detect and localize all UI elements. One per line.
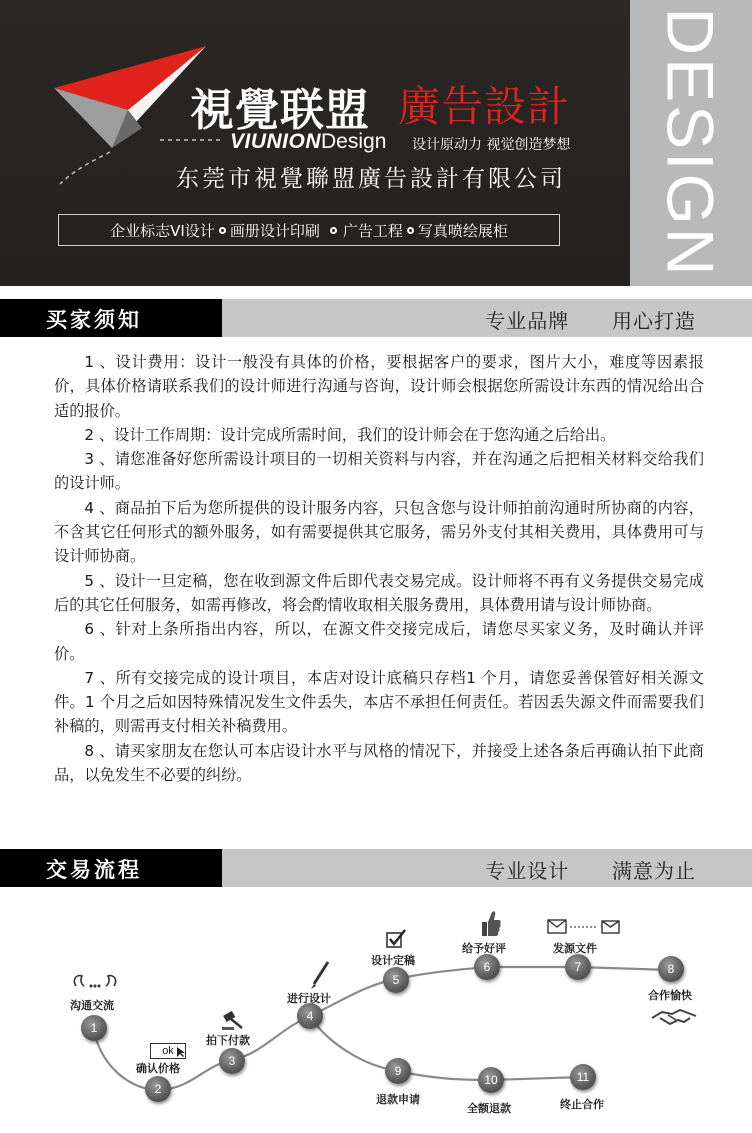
header-banner bbox=[0, 0, 752, 286]
step-9-label: 退款申请 bbox=[376, 1093, 420, 1106]
flow-title: 交易流程 bbox=[46, 858, 142, 882]
step-3-label: 拍下付款 bbox=[206, 1034, 250, 1047]
trade-flow-diagram bbox=[0, 890, 752, 1133]
step-10-circle: 10 bbox=[478, 1067, 504, 1093]
service-item: 画册设计印刷 bbox=[229, 221, 320, 240]
notice-item: 1 、设计费用：设计一般没有具体的价格，要根据客户的要求，图片大小，难度等因素报价，具体价格请联系我们的设计师进行沟通与咨询，设计师会根据您所需设计东西的情况给出合适的报价。 bbox=[54, 353, 704, 420]
checkbox-icon bbox=[385, 928, 407, 950]
notice-item: 2 、设计工作周期：设计完成所需时间，我们的设计师会在于您沟通之后给出。 bbox=[84, 425, 616, 444]
step-10-label: 全额退款 bbox=[467, 1102, 511, 1115]
step-7-label: 发源文件 bbox=[553, 942, 597, 955]
logo-chinese-name: 視覺联盟 bbox=[190, 85, 370, 136]
notice-text bbox=[54, 350, 704, 787]
pen-icon bbox=[308, 960, 332, 990]
step-11-label: 终止合作 bbox=[560, 1098, 604, 1111]
logo-en-bold: VIUNION bbox=[230, 130, 322, 153]
step-4-label: 进行设计 bbox=[287, 992, 331, 1005]
notice-item: 6 、针对上条所指出内容，所以，在源文件交接完成后，请您尽买家义务，及时确认并评价。 bbox=[54, 620, 704, 663]
step-1-circle: 1 bbox=[81, 1015, 107, 1041]
step-11-circle: 11 bbox=[570, 1064, 596, 1090]
bullet-dot-icon bbox=[219, 227, 226, 234]
step-7-circle: 7 bbox=[565, 954, 591, 980]
thumbs-up-icon bbox=[478, 908, 502, 938]
company-name: 东莞市視覺聯盟廣告設計有限公司 bbox=[176, 166, 566, 192]
notice-slogan: 专业品牌 用心打造 bbox=[485, 309, 696, 333]
bullet-dot-icon bbox=[407, 227, 414, 234]
step-4-circle: 4 bbox=[297, 1003, 323, 1029]
service-item: 广告工程 bbox=[342, 221, 403, 240]
cursor-arrow-icon bbox=[176, 1046, 186, 1058]
notice-item: 5 、设计一旦定稿，您在收到源文件后即代表交易完成。设计师将不再有义务提供交易完成后的其它任何服务，如需再修改，将会酌情收取相关服务费用，具体费用请与设计师协商。 bbox=[54, 571, 704, 614]
chat-bubbles-icon bbox=[72, 972, 118, 994]
notice-item: 7 、所有交接完成的设计项目，本店对设计底稿只存档1 个月，请您妥善保管好相关源文件。1 个月之后如因特殊情况发生文件丢失，本店不承担任何责任。若因丢失源文件而需要我们补稿的，则需再支付相关补稿费用。 bbox=[54, 668, 704, 736]
flow-slogan: 专业设计 满意为止 bbox=[485, 859, 696, 883]
design-vertical-word: DESIGN bbox=[654, 7, 729, 279]
notice-item: 3 、请您准备好您所需设计项目的一切相关资料与内容，并在沟通之后把相关材料交给我们的设计师。 bbox=[54, 450, 704, 493]
services-box bbox=[58, 214, 560, 246]
step-9-circle: 9 bbox=[385, 1058, 411, 1084]
ok-button-icon: ok bbox=[150, 1043, 186, 1059]
bullet-dot-icon bbox=[330, 227, 337, 234]
logo-slogan: 设计原动力 视觉创造梦想 bbox=[412, 137, 571, 153]
step-3-circle: 3 bbox=[219, 1048, 245, 1074]
logo-red-text: 廣告設計 bbox=[398, 82, 571, 131]
step-2-circle: 2 bbox=[145, 1076, 171, 1102]
service-item: 写真喷绘展柜 bbox=[417, 221, 508, 240]
flow-section-bar bbox=[0, 849, 752, 887]
notice-item: 8 、请买家朋友在您认可本店设计水平与风格的情况下，并接受上述各条后再确认拍下此商品，以免发生不必要的纠纷。 bbox=[54, 741, 704, 785]
notice-item: 4 、商品拍下后为您所提供的设计服务内容，只包含您与设计师拍前沟通时所协商的内容，不含其它任何形式的额外服务，如有需要提供其它服务，需另外支付其相关费用，具体费用可与设计师协商。 bbox=[54, 498, 704, 566]
notice-section-bar bbox=[0, 299, 752, 337]
notice-title: 买家须知 bbox=[46, 308, 142, 332]
step-5-label: 设计定稿 bbox=[371, 954, 415, 967]
step-1-label: 沟通交流 bbox=[70, 999, 114, 1012]
step-2-label: 确认价格 bbox=[136, 1062, 180, 1075]
step-6-label: 给予好评 bbox=[462, 942, 506, 955]
gavel-icon bbox=[220, 1010, 248, 1032]
step-5-circle: 5 bbox=[383, 967, 409, 993]
logo-en-rest: Design bbox=[321, 130, 387, 153]
service-item: 企业标志VI设计 bbox=[110, 221, 215, 240]
step-8-label: 合作愉快 bbox=[648, 989, 692, 1002]
step-8-circle: 8 bbox=[658, 956, 684, 982]
handshake-icon bbox=[650, 1004, 698, 1028]
step-6-circle: 6 bbox=[474, 954, 500, 980]
logo-english-name bbox=[230, 130, 386, 154]
envelope-icon bbox=[546, 918, 622, 938]
